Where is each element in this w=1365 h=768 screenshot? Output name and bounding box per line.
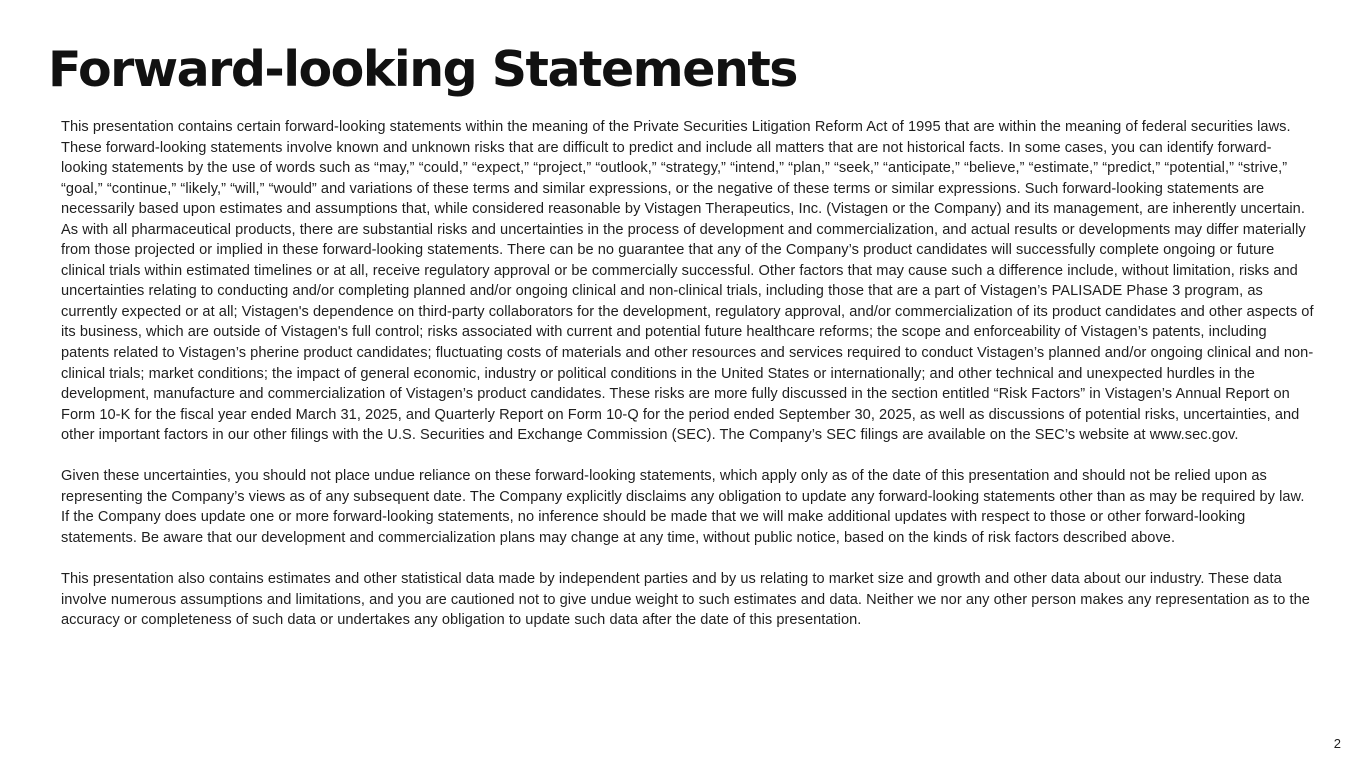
paragraph-forward-looking: This presentation contains certain forward-looking statements within the meaning of the Private Securities Litigation Reform Act of 1995 that are within the meaning of federal securities laws. These forward-looking statements involve known and unknown risks that are difficult to predict and include all matters that are not historical facts. In some cases, you can identify forward-looking statements by the use of words such as “may,” “could,” “expect,” “project,” “outlook,” “strategy,” “intend,” “plan,” “seek,” “anticipate,” “believe,” “estimate,” “predict,” “potential,” “strive,” “goal,” “continue,” “likely,” “will,” “would” and variations of these terms and similar expressions, or the negative of these terms or similar expressions. Such forward-looking statements are necessarily based upon estimates and assumptions that, while considered reasonable by Vistagen Therapeutics, Inc. (Vistagen or the Company) and its management, are inherently uncertain. As with all pharmaceutical products, there are substantial risks and uncertainties in the process of development and commercialization, and actual results or developments may differ materially from those projected or implied in these forward-looking statements. There can be no guarantee that any of the Company’s product candidates will successfully complete ongoing or future clinical trials within estimated timelines or at all, receive regulatory approval or be commercially successful. Other factors that may cause such a difference include, without limitation, risks and uncertainties relating to conducting and/or completing planned and/or ongoing clinical and non-clinical trials, including those that are a part of Vistagen’s PALISADE Phase 3 program, as currently expected or at all; Vistagen's dependence on third-party collaborators for the development, regulatory approval, and/or commercialization of its product candidates and other aspects of its business, which are outside of Vistagen's full control; risks associated with current and potential future healthcare reforms; the scope and enforceability of Vistagen’s patents, including patents related to Vistagen’s pherine product candidates; fluctuating costs of materials and other resources and services required to conduct Vistagen’s planned and/or ongoing clinical and non-clinical trials; market conditions; the impact of general economic, industry or political conditions in the United States or internationally; and other technical and unexpected hurdles in the development, manufacture and commercialization of Vistagen’s product candidates. These risks are more fully discussed in the section entitled “Risk Factors” in Vistagen’s Annual Report on Form 10-K for the fiscal year ended March 31, 2025, and Quarterly Report on Form 10-Q for the period ended September 30, 2025, as well as discussions of potential risks, uncertainties, and other important factors in our other filings with the U.S. Securities and Exchange Commission (SEC). The Company’s SEC filings are available on the SEC’s website at www.sec.gov. — [61, 119, 1314, 444]
slide-body — [61, 117, 1316, 631]
page-number: 2 — [1333, 736, 1341, 751]
paragraph-statistical-data: This presentation also contains estimates and other statistical data made by independent parties and by us relating to market size and growth and other data about our industry. These data involve numerous assumptions and limitations, and you are cautioned not to give undue weight to such estimates and data. Neither we nor any other person makes any representation as to the accuracy or completeness of such data or undertakes any obligation to update such data after the date of this presentation. — [61, 571, 1310, 629]
paragraph-uncertainties: Given these uncertainties, you should not place undue reliance on these forward-looking statements, which apply only as of the date of this presentation and should not be relied upon as representing the Company’s views as of any subsequent date. The Company explicitly disclaims any obligation to update any forward-looking statements other than as may be required by law. If the Company does update one or more forward-looking statements, no inference should be made that we will make additional updates with respect to those or other forward-looking statements. Be aware that our development and commercialization plans may change at any time, without public notice, based on the kinds of risk factors described above. — [61, 468, 1305, 546]
slide-title: Forward-looking Statements — [48, 41, 797, 98]
